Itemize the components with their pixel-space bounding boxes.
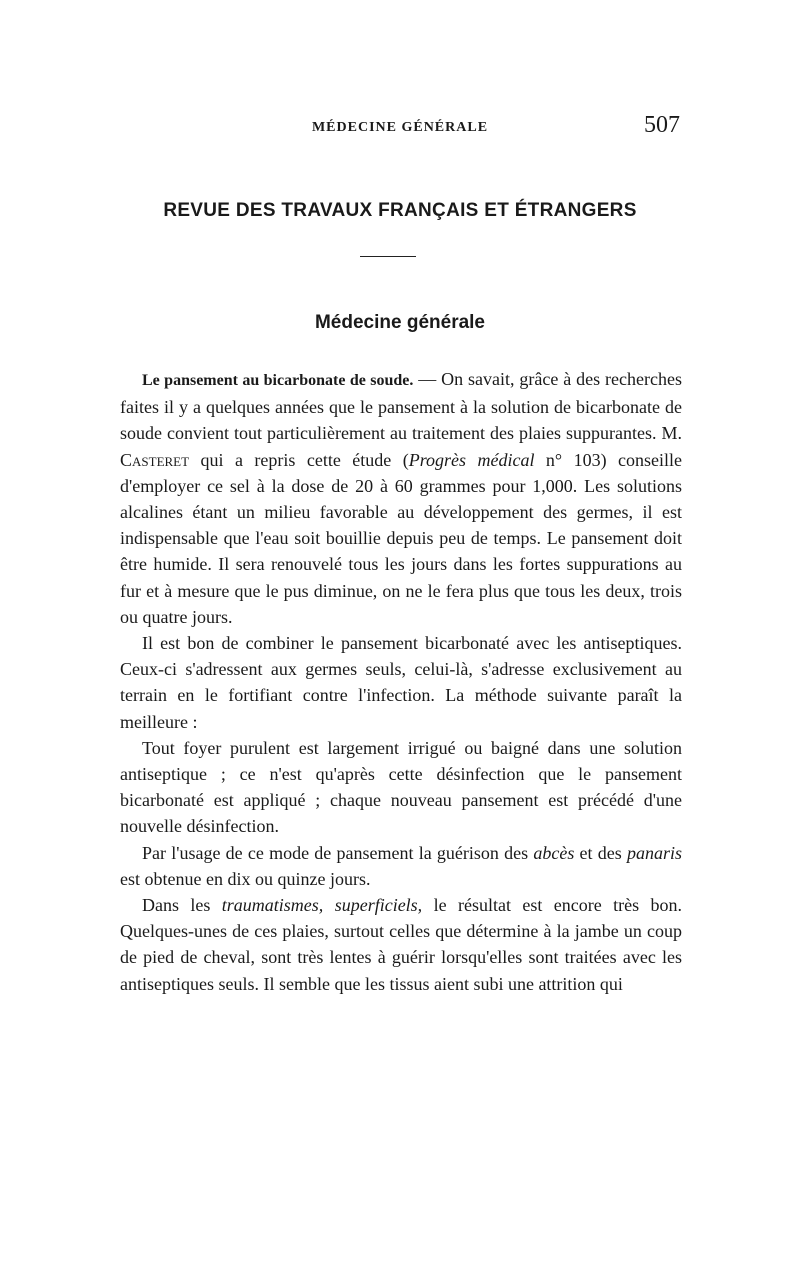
paragraph-1 [120,366,682,630]
paragraph-4-text-a: Par l'usage de ce mode de pansement la guérison des [142,842,534,863]
paragraph-3: Tout foyer purulent est largement irrigué ou baigné dans une solution antiseptique ; ce n'est qu'après cette désinfection que le pansement bicarbonaté est appliqué ; chaque nouveau pansement est précédé d'une nouvelle désinfection. [120,737,682,837]
paragraph-2: Il est bon de combiner le pansement bicarbonaté avec les antiseptiques. Ceux-ci s'adressent aux germes seuls, celui-là, s'adresse exclusivement au terrain en le fortifiant contre l'infection. La méthode suivante paraît la meilleure : [120,633,682,732]
subsection-title: Médecine générale [314,312,486,333]
paragraph-4-text-b: et des [574,842,627,863]
article-heading: Le pansement au bicarbonate de soude. [142,372,414,389]
term-traumatismes: traumatismes, superficiels, [221,895,423,916]
running-head [120,112,680,142]
article-body [120,366,682,997]
paragraph-5 [120,892,682,997]
paragraph-4 [120,840,682,892]
paragraph-1-text-a: — On savait, grâce à des recherches faites il y a quelques années que le pansement à la solution de bicarbonate de soude convient tout particulièrement au traitement des plaies suppurantes. M. [120,369,682,444]
paragraph-5-text-a: Dans les [142,895,222,916]
journal-title: Progrès médical [408,449,535,470]
section-title: REVUE DES TRAVAUX FRANÇAIS ET ÉTRANGERS [163,200,637,221]
term-panaris: panaris [626,842,682,863]
section-divider [360,256,416,257]
paragraph-1-text-c: n° 103) conseille d'employer ce sel à la dose de 20 à 60 grammes pour 1,000. Les solutions alcalines étant un milieu favorable au développement des germes, il est indispensable que l'eau soit bouillie depuis peu de temps. Le pansement doit être humide. Il sera renouvelé tous les jours dans les fortes suppurations au fur et à mesure que le pus diminue, on ne le fera plus que tous les deux, trois ou quatre jours. [120,449,682,627]
paragraph-1-text-b: qui a repris cette étude ( [189,449,409,470]
author-name: Casteret [120,449,190,470]
running-head-title: MÉDECINE GÉNÉRALE [311,120,489,135]
page-number: 507 [644,112,680,138]
paragraph-5-text-b: le résultat est encore très bon. Quelques-unes de ces plaies, surtout celles que détermine à la jambe un coup de pied de cheval, sont très lentes à guérir lorsqu'elles sont traitées avec les antiseptiques seuls. Il semble que les tissus aient subi une attrition qui [120,895,682,994]
paragraph-4-text-c: est obtenue en dix ou quinze jours. [120,868,371,889]
term-abces: abcès [533,842,575,863]
